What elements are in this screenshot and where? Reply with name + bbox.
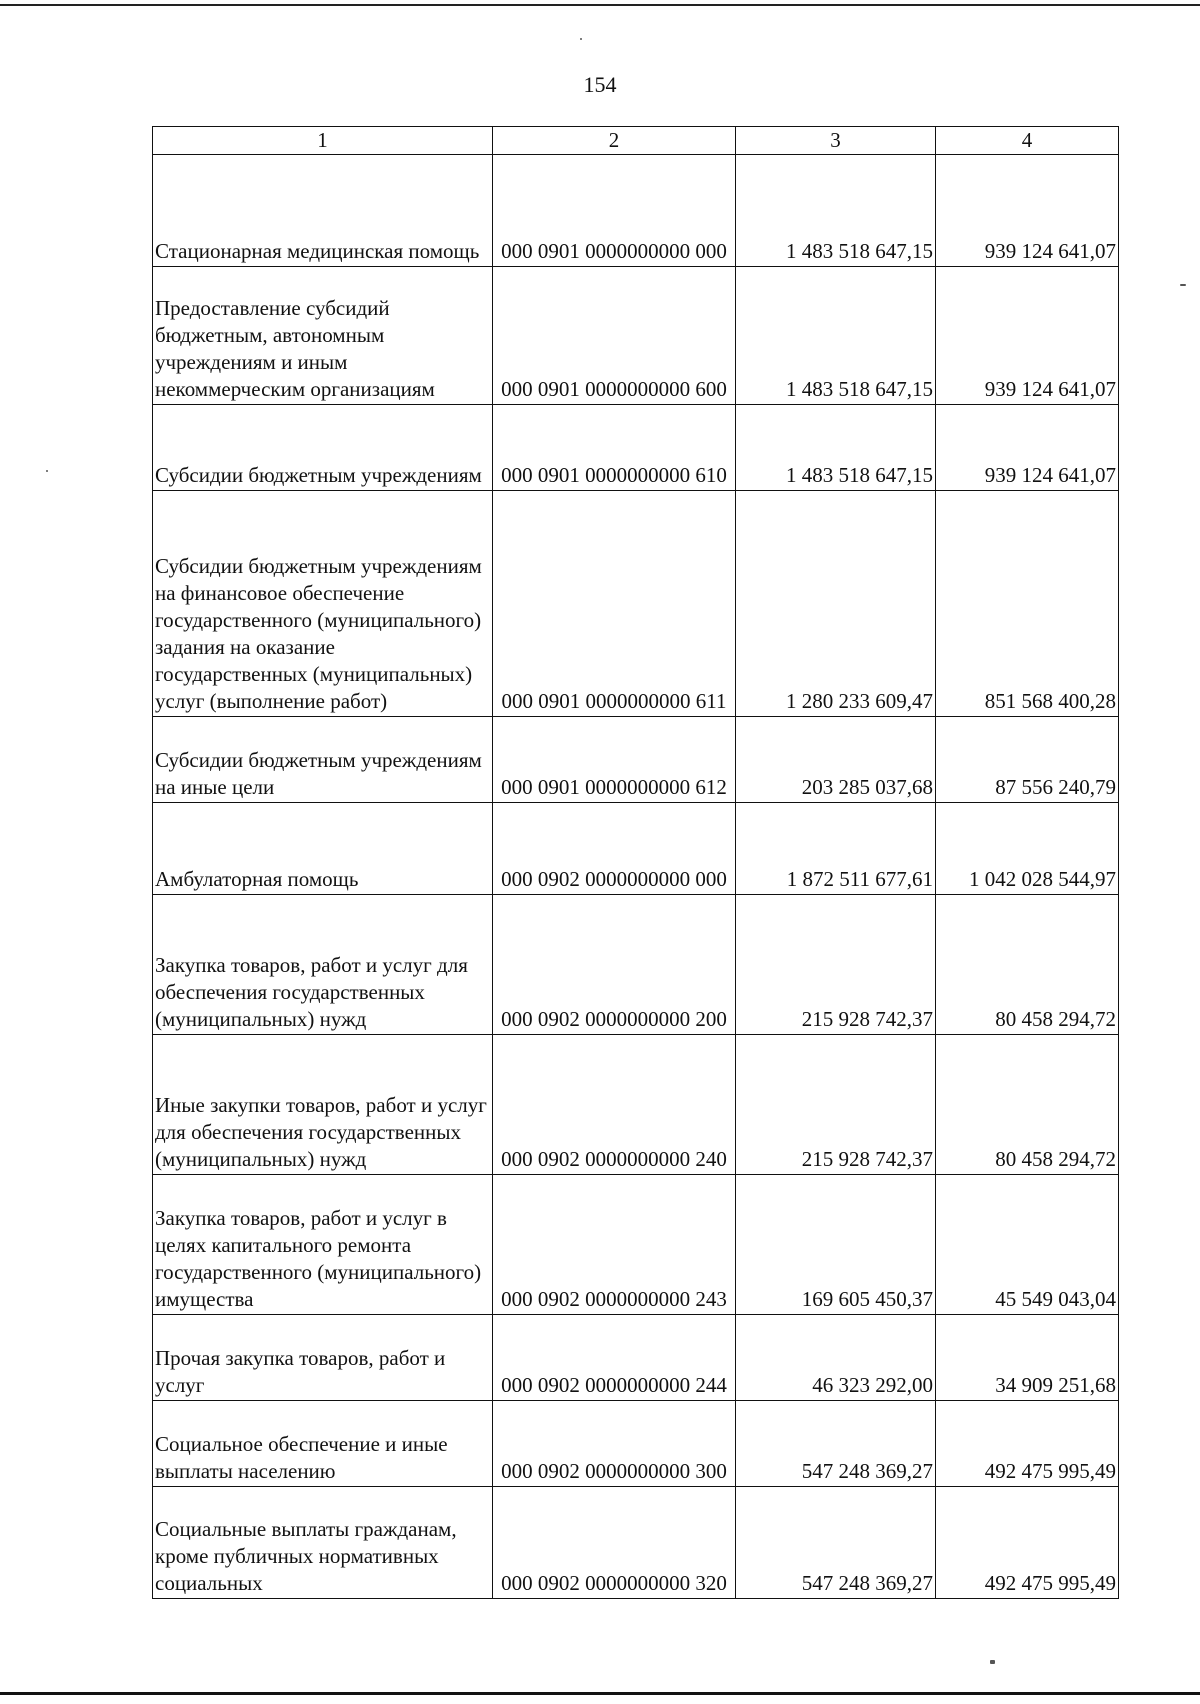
table-row: [153, 803, 1119, 895]
row-name: Субсидии бюджетным учреждениям на финансовое обеспечение государственного (муниципального) задания на оказание государственных (муниципальных) услуг (выполнение работ): [153, 491, 493, 717]
table-row: [153, 491, 1119, 717]
row-amount-col4: 851 568 400,28: [936, 491, 1119, 717]
row-name: Стационарная медицинская помощь: [153, 155, 493, 267]
row-amount-col3: 203 285 037,68: [736, 717, 936, 803]
scan-speck: [990, 1660, 995, 1664]
row-amount-col3: 1 483 518 647,15: [736, 267, 936, 405]
row-code: 000 0901 0000000000 000: [493, 155, 736, 267]
row-name: Социальные выплаты гражданам, кроме публичных нормативных социальных: [153, 1487, 493, 1599]
row-code: 000 0901 0000000000 610: [493, 405, 736, 491]
row-code: 000 0902 0000000000 244: [493, 1315, 736, 1401]
table-row: [153, 895, 1119, 1035]
table-row: [153, 1401, 1119, 1487]
table-row: [153, 717, 1119, 803]
table-row: [153, 267, 1119, 405]
row-amount-col4: 939 124 641,07: [936, 405, 1119, 491]
scan-top-rule: [0, 4, 1200, 6]
scan-speck: [580, 38, 582, 40]
row-name: Предоставление субсидий бюджетным, автономным учреждениям и иным некоммерческим организациям: [153, 267, 493, 405]
table-row: [153, 1315, 1119, 1401]
row-amount-col4: 45 549 043,04: [936, 1175, 1119, 1315]
column-header-1: 1: [153, 127, 493, 155]
row-amount-col3: 46 323 292,00: [736, 1315, 936, 1401]
row-amount-col4: 80 458 294,72: [936, 1035, 1119, 1175]
row-name: Амбулаторная помощь: [153, 803, 493, 895]
row-amount-col3: 215 928 742,37: [736, 895, 936, 1035]
row-code: 000 0902 0000000000 300: [493, 1401, 736, 1487]
row-amount-col3: 547 248 369,27: [736, 1487, 936, 1599]
row-amount-col3: 1 483 518 647,15: [736, 155, 936, 267]
row-amount-col3: 1 872 511 677,61: [736, 803, 936, 895]
row-name: Иные закупки товаров, работ и услуг для обеспечения государственных (муниципальных) нужд: [153, 1035, 493, 1175]
column-header-2: 2: [493, 127, 736, 155]
table-row: [153, 1487, 1119, 1599]
row-amount-col4: 939 124 641,07: [936, 267, 1119, 405]
row-name: Социальное обеспечение и иные выплаты населению: [153, 1401, 493, 1487]
table-row: [153, 1035, 1119, 1175]
scan-bottom-rule: [0, 1692, 1200, 1695]
column-header-3: 3: [736, 127, 936, 155]
table-row: [153, 405, 1119, 491]
row-amount-col3: 215 928 742,37: [736, 1035, 936, 1175]
scan-speck: [1180, 284, 1186, 286]
table-row: [153, 155, 1119, 267]
row-code: 000 0901 0000000000 612: [493, 717, 736, 803]
row-name: Субсидии бюджетным учреждениям: [153, 405, 493, 491]
row-amount-col3: 1 280 233 609,47: [736, 491, 936, 717]
row-code: 000 0902 0000000000 200: [493, 895, 736, 1035]
row-name: Закупка товаров, работ и услуг для обеспечения государственных (муниципальных) нужд: [153, 895, 493, 1035]
header-row: [153, 127, 1119, 155]
row-amount-col4: 80 458 294,72: [936, 895, 1119, 1035]
budget-table: [152, 126, 1119, 1599]
row-code: 000 0902 0000000000 243: [493, 1175, 736, 1315]
row-amount-col3: 1 483 518 647,15: [736, 405, 936, 491]
row-code: 000 0902 0000000000 000: [493, 803, 736, 895]
row-code: 000 0901 0000000000 600: [493, 267, 736, 405]
row-amount-col3: 169 605 450,37: [736, 1175, 936, 1315]
page-number: 154: [583, 72, 617, 97]
row-name: Субсидии бюджетным учреждениям на иные цели: [153, 717, 493, 803]
row-amount-col4: 34 909 251,68: [936, 1315, 1119, 1401]
row-code: 000 0902 0000000000 240: [493, 1035, 736, 1175]
row-amount-col4: 1 042 028 544,97: [936, 803, 1119, 895]
row-code: 000 0902 0000000000 320: [493, 1487, 736, 1599]
column-header-4: 4: [936, 127, 1119, 155]
row-amount-col4: 492 475 995,49: [936, 1487, 1119, 1599]
row-code: 000 0901 0000000000 611: [493, 491, 736, 717]
row-amount-col4: 939 124 641,07: [936, 155, 1119, 267]
scan-speck: [46, 470, 48, 472]
table-row: [153, 1175, 1119, 1315]
row-amount-col4: 87 556 240,79: [936, 717, 1119, 803]
row-name: Прочая закупка товаров, работ и услуг: [153, 1315, 493, 1401]
row-name: Закупка товаров, работ и услуг в целях капитального ремонта государственного (муниципального) имущества: [153, 1175, 493, 1315]
row-amount-col3: 547 248 369,27: [736, 1401, 936, 1487]
row-amount-col4: 492 475 995,49: [936, 1401, 1119, 1487]
